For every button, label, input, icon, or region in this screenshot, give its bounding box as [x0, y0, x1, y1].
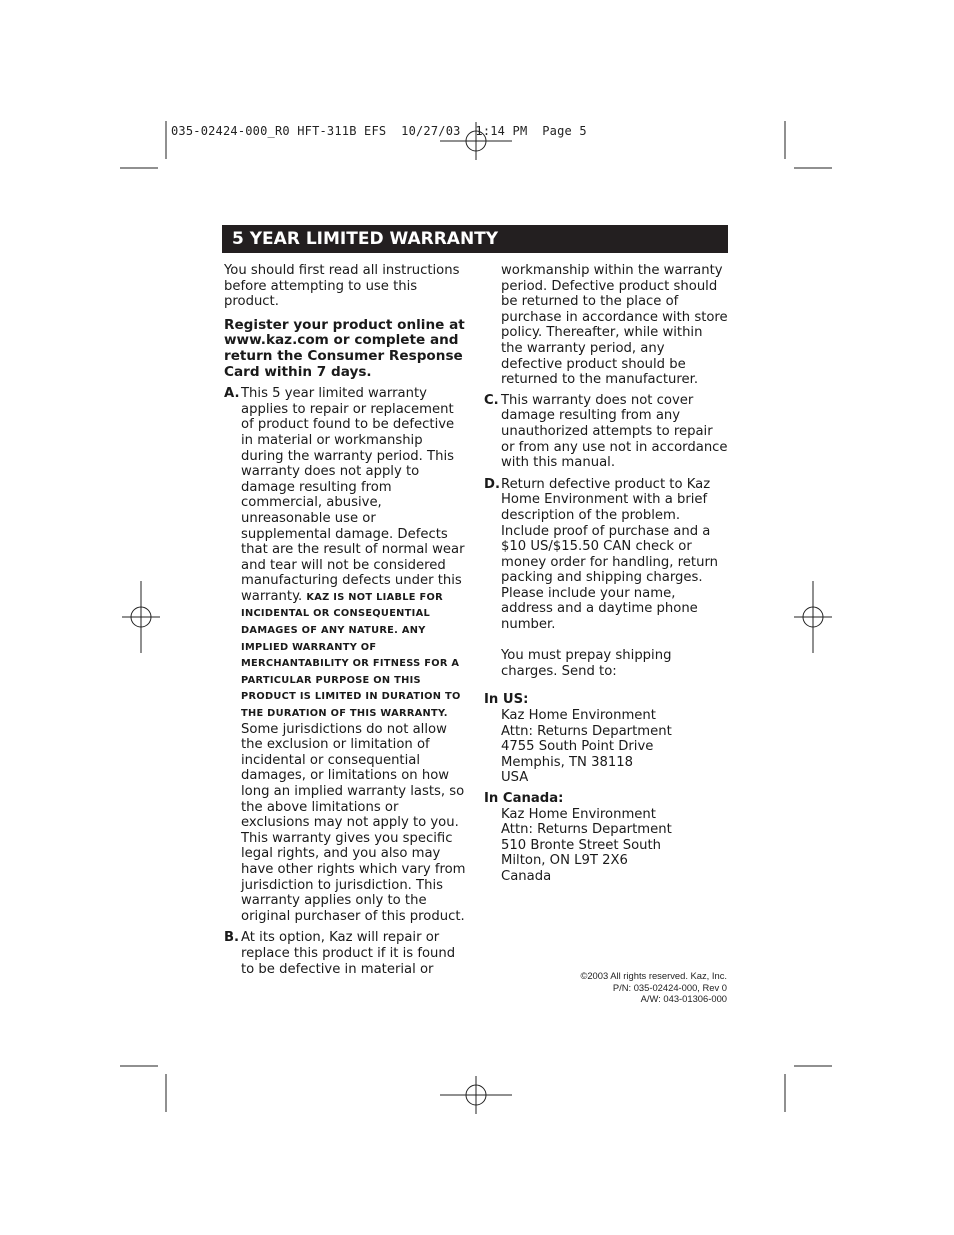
register-notice: Register your product online at www.kaz.com or complete and return the Consumer Response Card within 7 days.	[224, 316, 465, 380]
us-address-line: Attn: Returns Department	[501, 723, 672, 739]
clause-a-text: This 5 year limited warranty applies to repair or replacement of product found to be defective in material or workmanship during the warranty period. This warranty does not apply to damage resulting from commercial, abusive, unreasonable use or supplemental damage. Defects that are the result of normal wear and tear will not be considered manufacturing defects under this warranty.	[241, 386, 465, 604]
copyright-text: ©2003 All rights reserved. Kaz, Inc.	[580, 970, 727, 981]
clause-a-jurisdiction-text: Some jurisdictions do not allow the exclusion or limitation of incidental or consequential damages, or limitations on how long an implied warranty lasts, so the above limitations or exclusions may not apply to you. This warranty gives you specific legal rights, and you also may have other rights which vary from jurisdiction to jurisdiction. This warranty applies only to the original purchaser of this product.	[241, 721, 466, 924]
registration-mark-bottom	[440, 1076, 512, 1114]
us-address-line: Memphis, TN 38118	[501, 754, 634, 770]
footer-info	[580, 970, 727, 1005]
left-column	[224, 263, 466, 977]
canada-address-line: Milton, ON L9T 2X6	[501, 853, 628, 869]
us-address-heading: In US:	[484, 692, 529, 708]
clause-d-text: Return defective product to Kaz Home Environment with a brief description of the problem. Include proof of purchase and a $10 US/$15.50 CAN check or money order for handling, return packing and shipping charges. Please include your name, address and a daytime phone number.	[501, 476, 718, 633]
us-address-line: 4755 South Point Drive	[501, 739, 654, 755]
clause-d-label: D.	[484, 476, 500, 492]
artwork-number: A/W: 043-01306-000	[640, 993, 727, 1004]
clause-b-text-part1: At its option, Kaz will repair or replace this product if it is found to be defective in material or	[241, 930, 456, 977]
canada-address-heading: In Canada:	[484, 791, 564, 806]
right-column	[484, 263, 728, 885]
clause-c	[484, 393, 728, 471]
canada-address	[484, 807, 728, 885]
canada-address-line: Kaz Home Environment	[501, 806, 656, 822]
intro-text: You should first read all instructions before attempting to use this product.	[224, 263, 460, 310]
registration-mark-top	[440, 122, 512, 160]
clause-a-disclaimer: KAZ IS NOT LIABLE FOR INCIDENTAL OR CONSEQUENTIAL DAMAGES OF ANY NATURE. ANY IMPLIED WARRANTY OF MERCHANTABILITY OR FITNESS FOR A PARTICULAR PURPOSE ON THIS PRODUCT IS LIMITED IN DURATION TO THE DURATION OF THIS WARRANTY.	[241, 591, 461, 720]
clause-a	[224, 386, 466, 924]
clause-b-label: B.	[224, 930, 240, 946]
clause-b-text-part2: workmanship within the warranty period. Defective product should be returned to the place of purchase in accordance with store policy. Thereafter, while within the warranty period, any defective product should be returned to the manufacturer.	[501, 263, 728, 388]
canada-address-line: Canada	[501, 868, 552, 884]
warranty-title-banner: 5 YEAR LIMITED WARRANTY	[222, 225, 728, 253]
registration-mark-left	[122, 581, 160, 653]
us-address	[484, 708, 728, 786]
clause-b	[224, 930, 466, 977]
clause-d	[484, 477, 728, 680]
prepay-notice: You must prepay shipping charges. Send to:	[501, 648, 672, 679]
us-address-line: USA	[501, 770, 529, 786]
clause-c-label: C.	[484, 392, 499, 408]
us-address-line: Kaz Home Environment	[501, 708, 656, 724]
canada-address-line: 510 Bronte Street South	[501, 837, 662, 853]
part-number: P/N: 035-02424-000, Rev 0	[612, 981, 727, 993]
clause-c-text: This warranty does not cover damage resulting from any unauthorized attempts to repair or from any use not in accordance with this manual.	[501, 392, 728, 471]
printer-slug: 035-02424-000_R0 HFT-311B EFS 10/27/03 1:14 PM Page 5	[171, 124, 587, 138]
registration-mark-right	[794, 581, 832, 653]
clause-a-label: A.	[224, 386, 240, 402]
canada-address-line: Attn: Returns Department	[501, 822, 672, 838]
